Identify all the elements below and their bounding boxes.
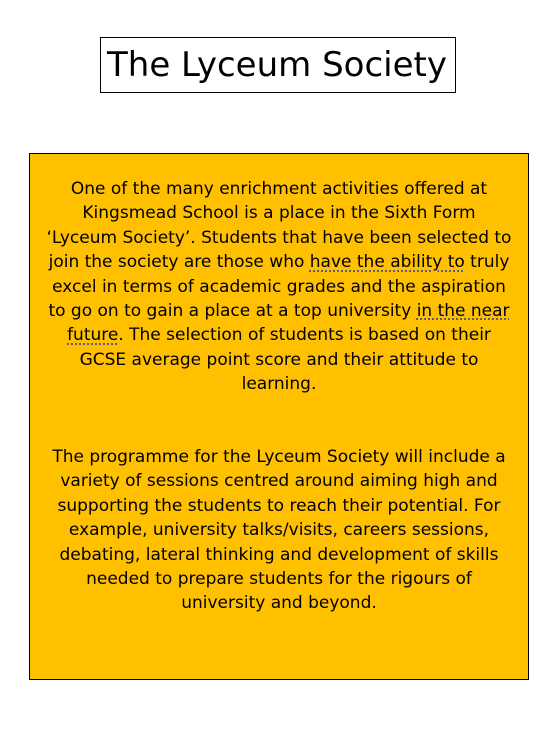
text-line: The programme for the Lyceum Society will include a (52, 447, 506, 467)
grammar-flagged-text: in the near (416, 301, 510, 322)
text-line (30, 323, 528, 347)
text-line: learning. (241, 374, 317, 395)
text-line: needed to prepare students for the rigours of (86, 569, 472, 590)
grammar-flagged-text: future (67, 325, 119, 346)
text-line (30, 250, 528, 274)
text-line (30, 299, 528, 323)
text-line: One of the many enrichment activities offered at (70, 179, 488, 199)
text-line: supporting the students to reach their potential. For (57, 495, 501, 516)
page-title: The Lyceum Society (107, 45, 447, 85)
text-line: excel in terms of academic grades and the aspiration (52, 276, 506, 297)
content-box (29, 153, 529, 680)
text-line: GCSE average point score and their attitude to (79, 349, 479, 370)
text-line: debating, lateral thinking and development of skills (59, 544, 499, 565)
text-line: university and beyond. (181, 593, 377, 614)
programme-paragraph (30, 445, 528, 616)
text-line: variety of sessions centred around aiming high and (60, 471, 498, 492)
text-segment: truly (464, 252, 510, 273)
text-line: Kingsmead School is a place in the Sixth Form (82, 203, 476, 224)
text-segment: to go on to gain a place at a top university (48, 301, 417, 322)
title-box (100, 37, 456, 93)
intro-paragraph (30, 177, 528, 397)
text-line: example, university talks/visits, careers sessions, (68, 520, 490, 541)
grammar-flagged-text: have the ability to (309, 252, 465, 273)
text-segment: join the society are those who (48, 252, 310, 273)
text-line: ‘Lyceum Society’. Students that have been selected to (46, 227, 512, 248)
text-segment: . The selection of students is based on their (118, 325, 491, 346)
